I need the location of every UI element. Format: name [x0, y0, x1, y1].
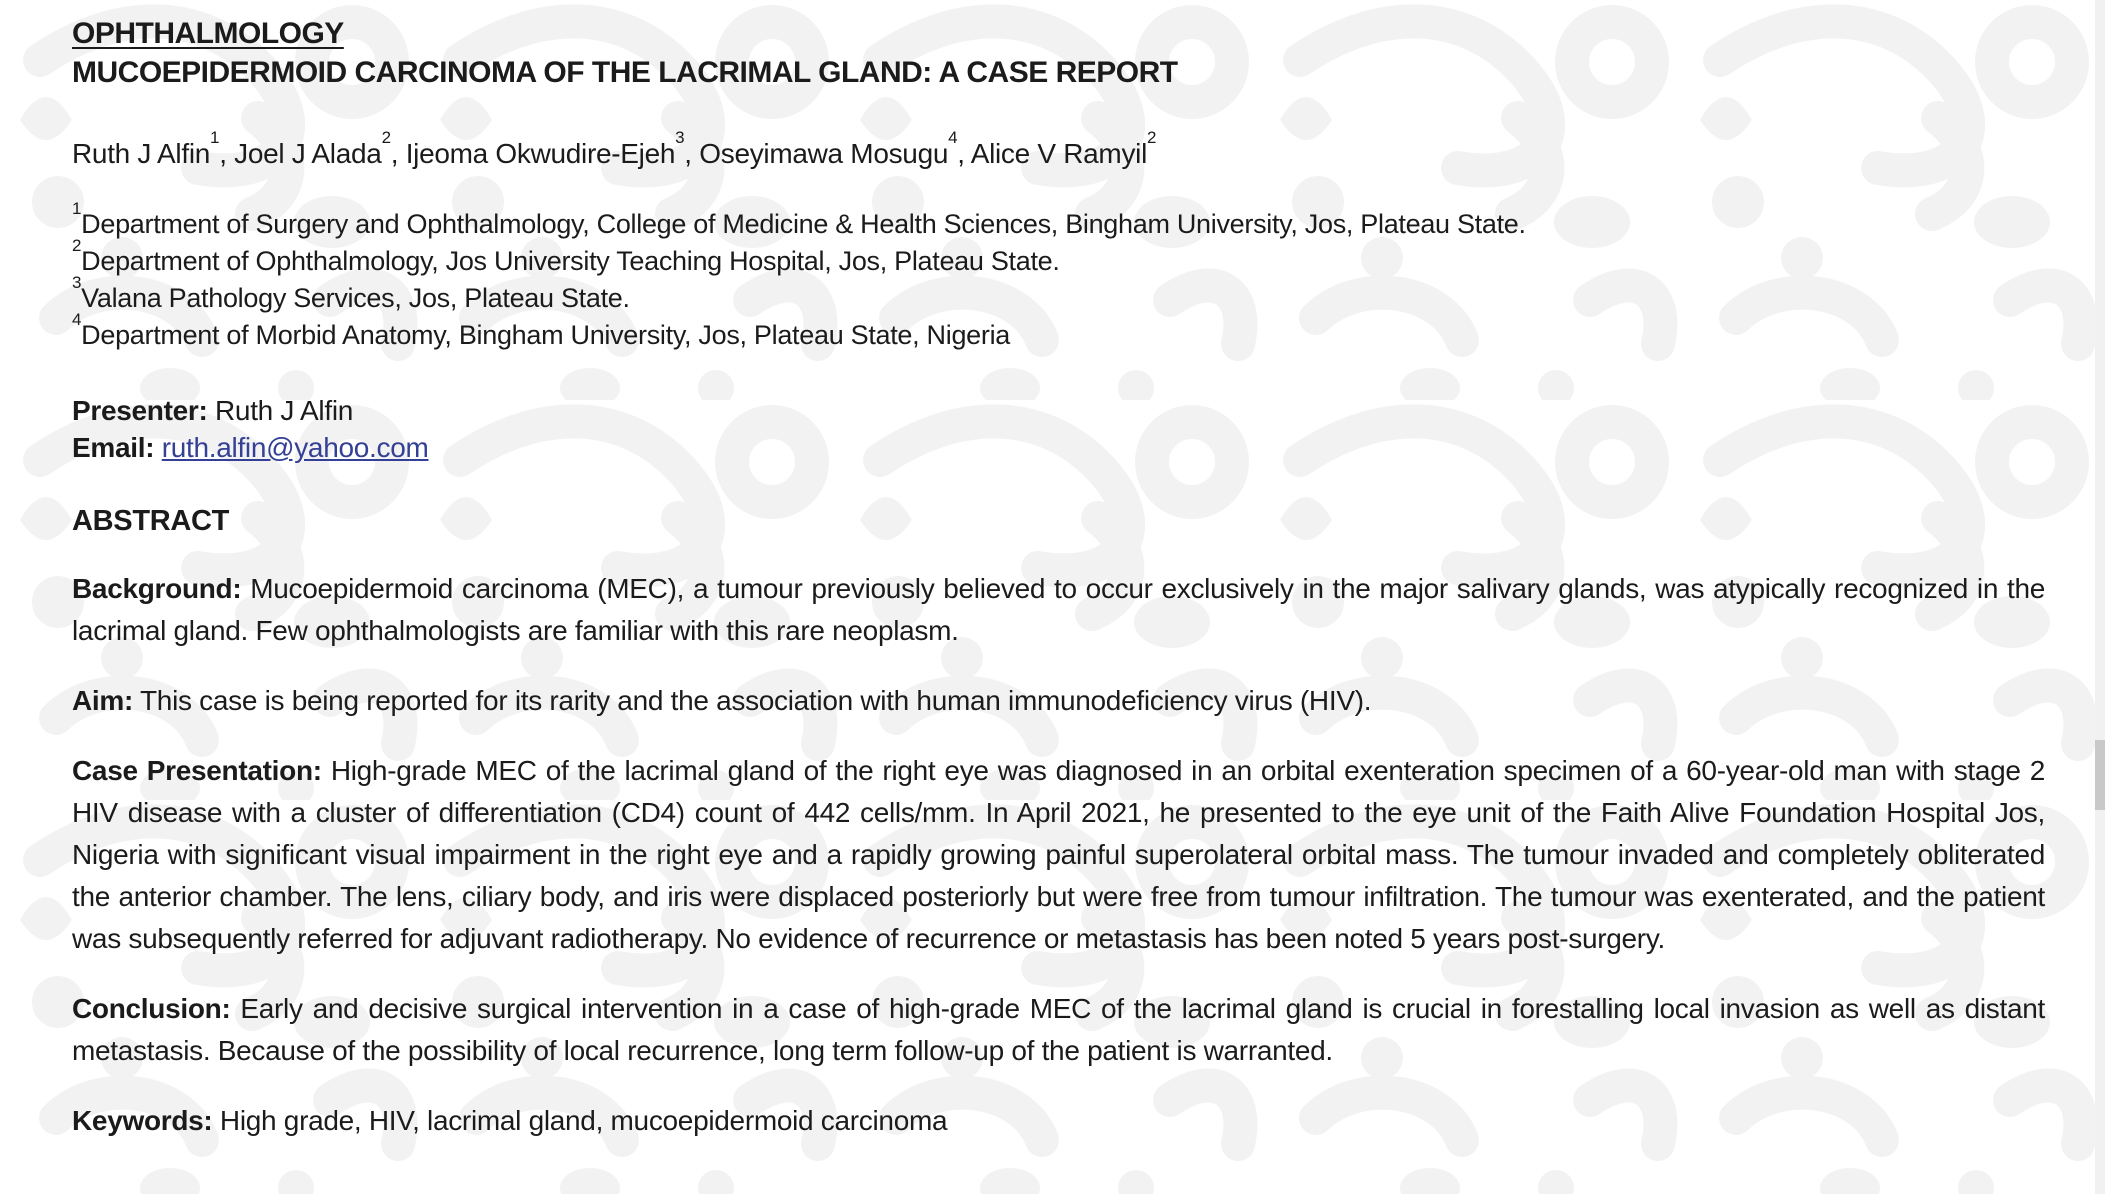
section-label: Keywords:: [72, 1105, 213, 1136]
affiliation-line: $^2$Department of Ophthalmology, Jos University Teaching Hospital, Jos, Plateau State.: [72, 235, 1060, 276]
author-affiliation-number: 3: [675, 128, 685, 148]
abstract-section-keywords: Keywords: High grade, HIV, lacrimal gland, mucoepidermoid carcinoma: [72, 1105, 948, 1136]
section-label: Case Presentation:: [72, 755, 322, 786]
title-block: [72, 14, 2045, 92]
author-affiliation-number: 2: [1147, 128, 1157, 148]
scrollbar-thumb[interactable]: [2095, 740, 2105, 810]
abstract-section-conclusion: Conclusion: Early and decisive surgical intervention in a case of high-grade MEC of the lacrimal gland is crucial in forestalling local invasion as well as distant metastasis. Because of the possibility of local recurrence, long term follow-up of the patient is warranted.: [72, 993, 2045, 1066]
presenter-line: [72, 392, 2045, 429]
author-affiliation-number: 4: [948, 128, 958, 148]
email-line: [72, 429, 2045, 466]
section-label: Conclusion:: [72, 993, 231, 1024]
author-name: Joel J Alada: [234, 138, 382, 169]
author-affiliation-number: 1: [210, 128, 220, 148]
paper-title: MUCOEPIDERMOID CARCINOMA OF THE LACRIMAL GLAND: A CASE REPORT: [72, 56, 1178, 89]
scrollbar-track[interactable]: [2095, 0, 2105, 1194]
section-heading: OPHTHALMOLOGY: [72, 17, 344, 50]
affiliation-number: 4: [72, 309, 82, 329]
presenter-name: Ruth J Alfin: [215, 395, 354, 426]
affiliation-line: $^1$Department of Surgery and Ophthalmology, College of Medicine & Health Sciences, Bingham University, Jos, Plateau State.: [72, 198, 1526, 239]
affiliation-number: 3: [72, 272, 82, 292]
section-label: Aim:: [72, 685, 134, 716]
author-name: Oseyimawa Mosugu: [699, 138, 949, 169]
section-label: Background:: [72, 573, 242, 604]
email-label: Email:: [72, 432, 155, 463]
abstract-section-background: Background: Mucoepidermoid carcinoma (MEC), a tumour previously believed to occur exclusively in the major salivary glands, was atypically recognized in the lacrimal gland. Few ophthalmologists are familiar with this rare neoplasm.: [72, 573, 2045, 646]
author-name: Ruth J Alfin: [72, 138, 211, 169]
affiliation-number: 2: [72, 235, 82, 255]
abstract-heading: ABSTRACT: [72, 505, 230, 537]
author-name: Ijeoma Okwudire-Ejeh: [405, 138, 676, 169]
affiliations-list: [72, 198, 2045, 354]
author-name: Alice V Ramyil: [970, 138, 1147, 169]
abstract-body: [72, 568, 2045, 1142]
presenter-label: Presenter:: [72, 395, 208, 426]
email-link[interactable]: ruth.alfin@yahoo.com: [161, 432, 429, 463]
author-affiliation-number: 2: [381, 128, 391, 148]
abstract-section-aim: Aim: This case is being reported for its rarity and the association with human immunodeficiency virus (HIV).: [72, 685, 1372, 716]
authors-line: Ruth J Alfin$^1$, Joel J Alada$^2$, Ijeoma Okwudire-Ejeh$^3$, Oseyimawa Mosugu$^4$, Alice V Ramyil$^2$: [72, 128, 1157, 169]
affiliation-line: $^3$Valana Pathology Services, Jos, Plateau State.: [72, 272, 630, 313]
affiliation-line: $^4$Department of Morbid Anatomy, Bingham University, Jos, Plateau State, Nigeria: [72, 309, 1010, 350]
affiliation-number: 1: [72, 198, 82, 218]
abstract-section-casepresentation: Case Presentation: High-grade MEC of the lacrimal gland of the right eye was diagnosed in an orbital exenteration specimen of a 60-year-old man with stage 2 HIV disease with a cluster of differentiation (CD4) count of 442 cells/mm. In April 2021, he presented to the eye unit of the Faith Alive Foundation Hospital Jos, Nigeria with significant visual impairment in the right eye and a rapidly growing painful superolateral orbital mass. The tumour invaded and completely obliterated the anterior chamber. The lens, ciliary body, and iris were displaced posteriorly but were free from tumour infiltration. The tumour was exenterated, and the patient was subsequently referred for adjuvant radiotherapy. No evidence of recurrence or metastasis has been noted 5 years post-surgery.: [72, 755, 2045, 954]
